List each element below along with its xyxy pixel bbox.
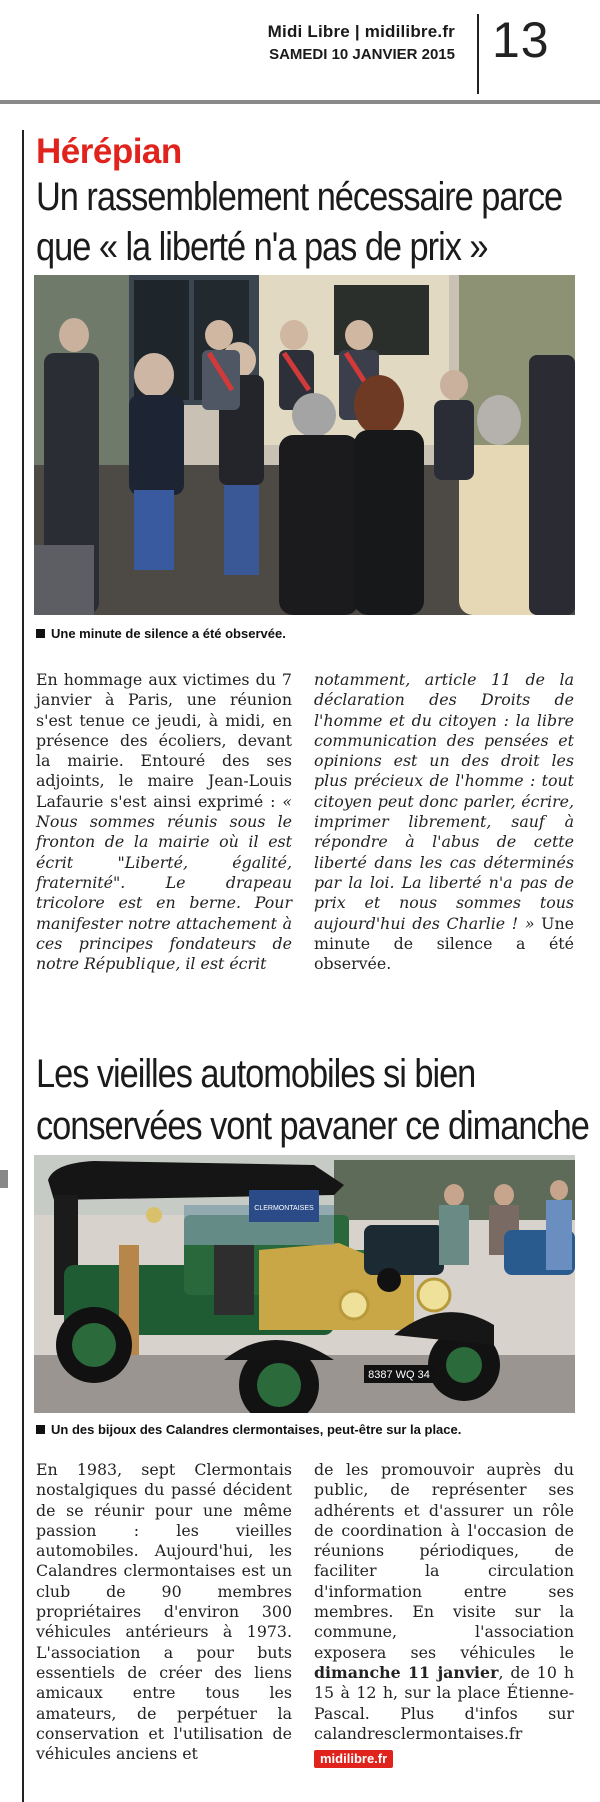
article1-quote-part1: « Nous sommes réunis sous le fronton de la mairie où il est écrit "Liberté, égalité, fraternité". Le drapeau tricolore est en berne. Pour manifester notre attachement à ces principes fondateurs de notre République, il est écrit: [36, 791, 292, 974]
midilibre-tag: midilibre.fr: [314, 1750, 393, 1768]
article1-photo-gathering: [34, 275, 575, 615]
article1-quote-part2: notamment, article 11 de la déclaration des Droits de l'homme et du citoyen : la libre communication des pensées et opinions est un des droit les plus précieux de l'homme : tout citoyen peut donc parler, écrire, imprimer librement, sauf à répondre à l'abus de cette liberté dans les cas déterminés par la loi. La liberté n'a pas de prix et nous sommes tous aujourd'hui des Charlie ! »: [314, 670, 574, 933]
article2-body-part2: de les promouvoir auprès du public, de représenter ses adhérents et d'assurer un rôle de coordination à l'occasion de réunions périodiques, de faciliter la circulation d'information entre ses membres. En visite sur la commune, l'association exposera ses véhicules le: [314, 1460, 574, 1662]
caption-bullet-icon: [36, 629, 45, 638]
article2-headline-line2: conservées vont pavaner ce dimanche: [36, 1104, 589, 1148]
article1-closing-text: Une minute de silence a été observée.: [314, 913, 574, 974]
article2-column2: [314, 1460, 574, 1768]
article2-body-part3: , de 10 h 15 à 12 h, sur la place Étienne-Pascal. Plus d'infos sur calandresclermontaises.fr: [314, 1662, 574, 1743]
page-edge-fragment: [0, 1170, 8, 1188]
issue-date: SAMEDI 10 JANVIER 2015: [269, 46, 455, 63]
left-column-rule: [22, 130, 24, 1802]
header-separator: [477, 14, 479, 94]
car-plaque-text: CLERMONTAISES: [254, 1205, 314, 1212]
article2-photo-vintage-car: [34, 1155, 575, 1413]
article2-body-part1: En 1983, sept Clermontais nostalgiques du passé décident de se réunir pour une même passion : les vieilles automobiles. Aujourd'hui, les Calandres clermontaises est un club de 90 membres propriétaires d'environ 300 véhicules antérieurs à 1973. L'association a pour buts essentiels de créer des liens amicaux entre tous les amateurs, de perpétuer la conservation et l'utilisation de véhicules anciens et: [36, 1460, 292, 1764]
page-number: 13: [492, 12, 550, 68]
article1-headline-line2: que « la liberté n'a pas de prix »: [36, 225, 488, 269]
article2-headline-line1: Les vieilles automobiles si bien: [36, 1052, 476, 1096]
header-rule: [0, 100, 600, 104]
article2-column1: [36, 1460, 292, 1764]
newspaper-brand: Midi Libre | midilibre.fr: [267, 22, 455, 41]
article1-caption-text: Une minute de silence a été observée.: [51, 626, 286, 641]
article2-event-date: dimanche 11 janvier: [314, 1662, 499, 1682]
article2-photo-caption: [36, 1422, 596, 1437]
article2-caption-text: Un des bijoux des Calandres clermontaises, peut-être sur la place.: [51, 1422, 462, 1437]
article1-headline-line1: Un rassemblement nécessaire parce: [36, 175, 563, 219]
article1-column1: [36, 670, 292, 974]
caption-bullet-icon: [36, 1425, 45, 1434]
license-plate-text: 8387 WQ 34: [368, 1369, 430, 1381]
article1-intro-text: En hommage aux victimes du 7 janvier à Paris, une réunion s'est tenue ce jeudi, à midi, en présence des écoliers, devant la mairie. Entouré des ses adjoints, le maire Jean-Louis Lafaurie s'est ainsi exprimé :: [36, 670, 292, 811]
article1-kicker: Hérépian: [36, 132, 182, 171]
article1-photo-caption: [36, 626, 596, 641]
article1-column2: [314, 670, 574, 974]
